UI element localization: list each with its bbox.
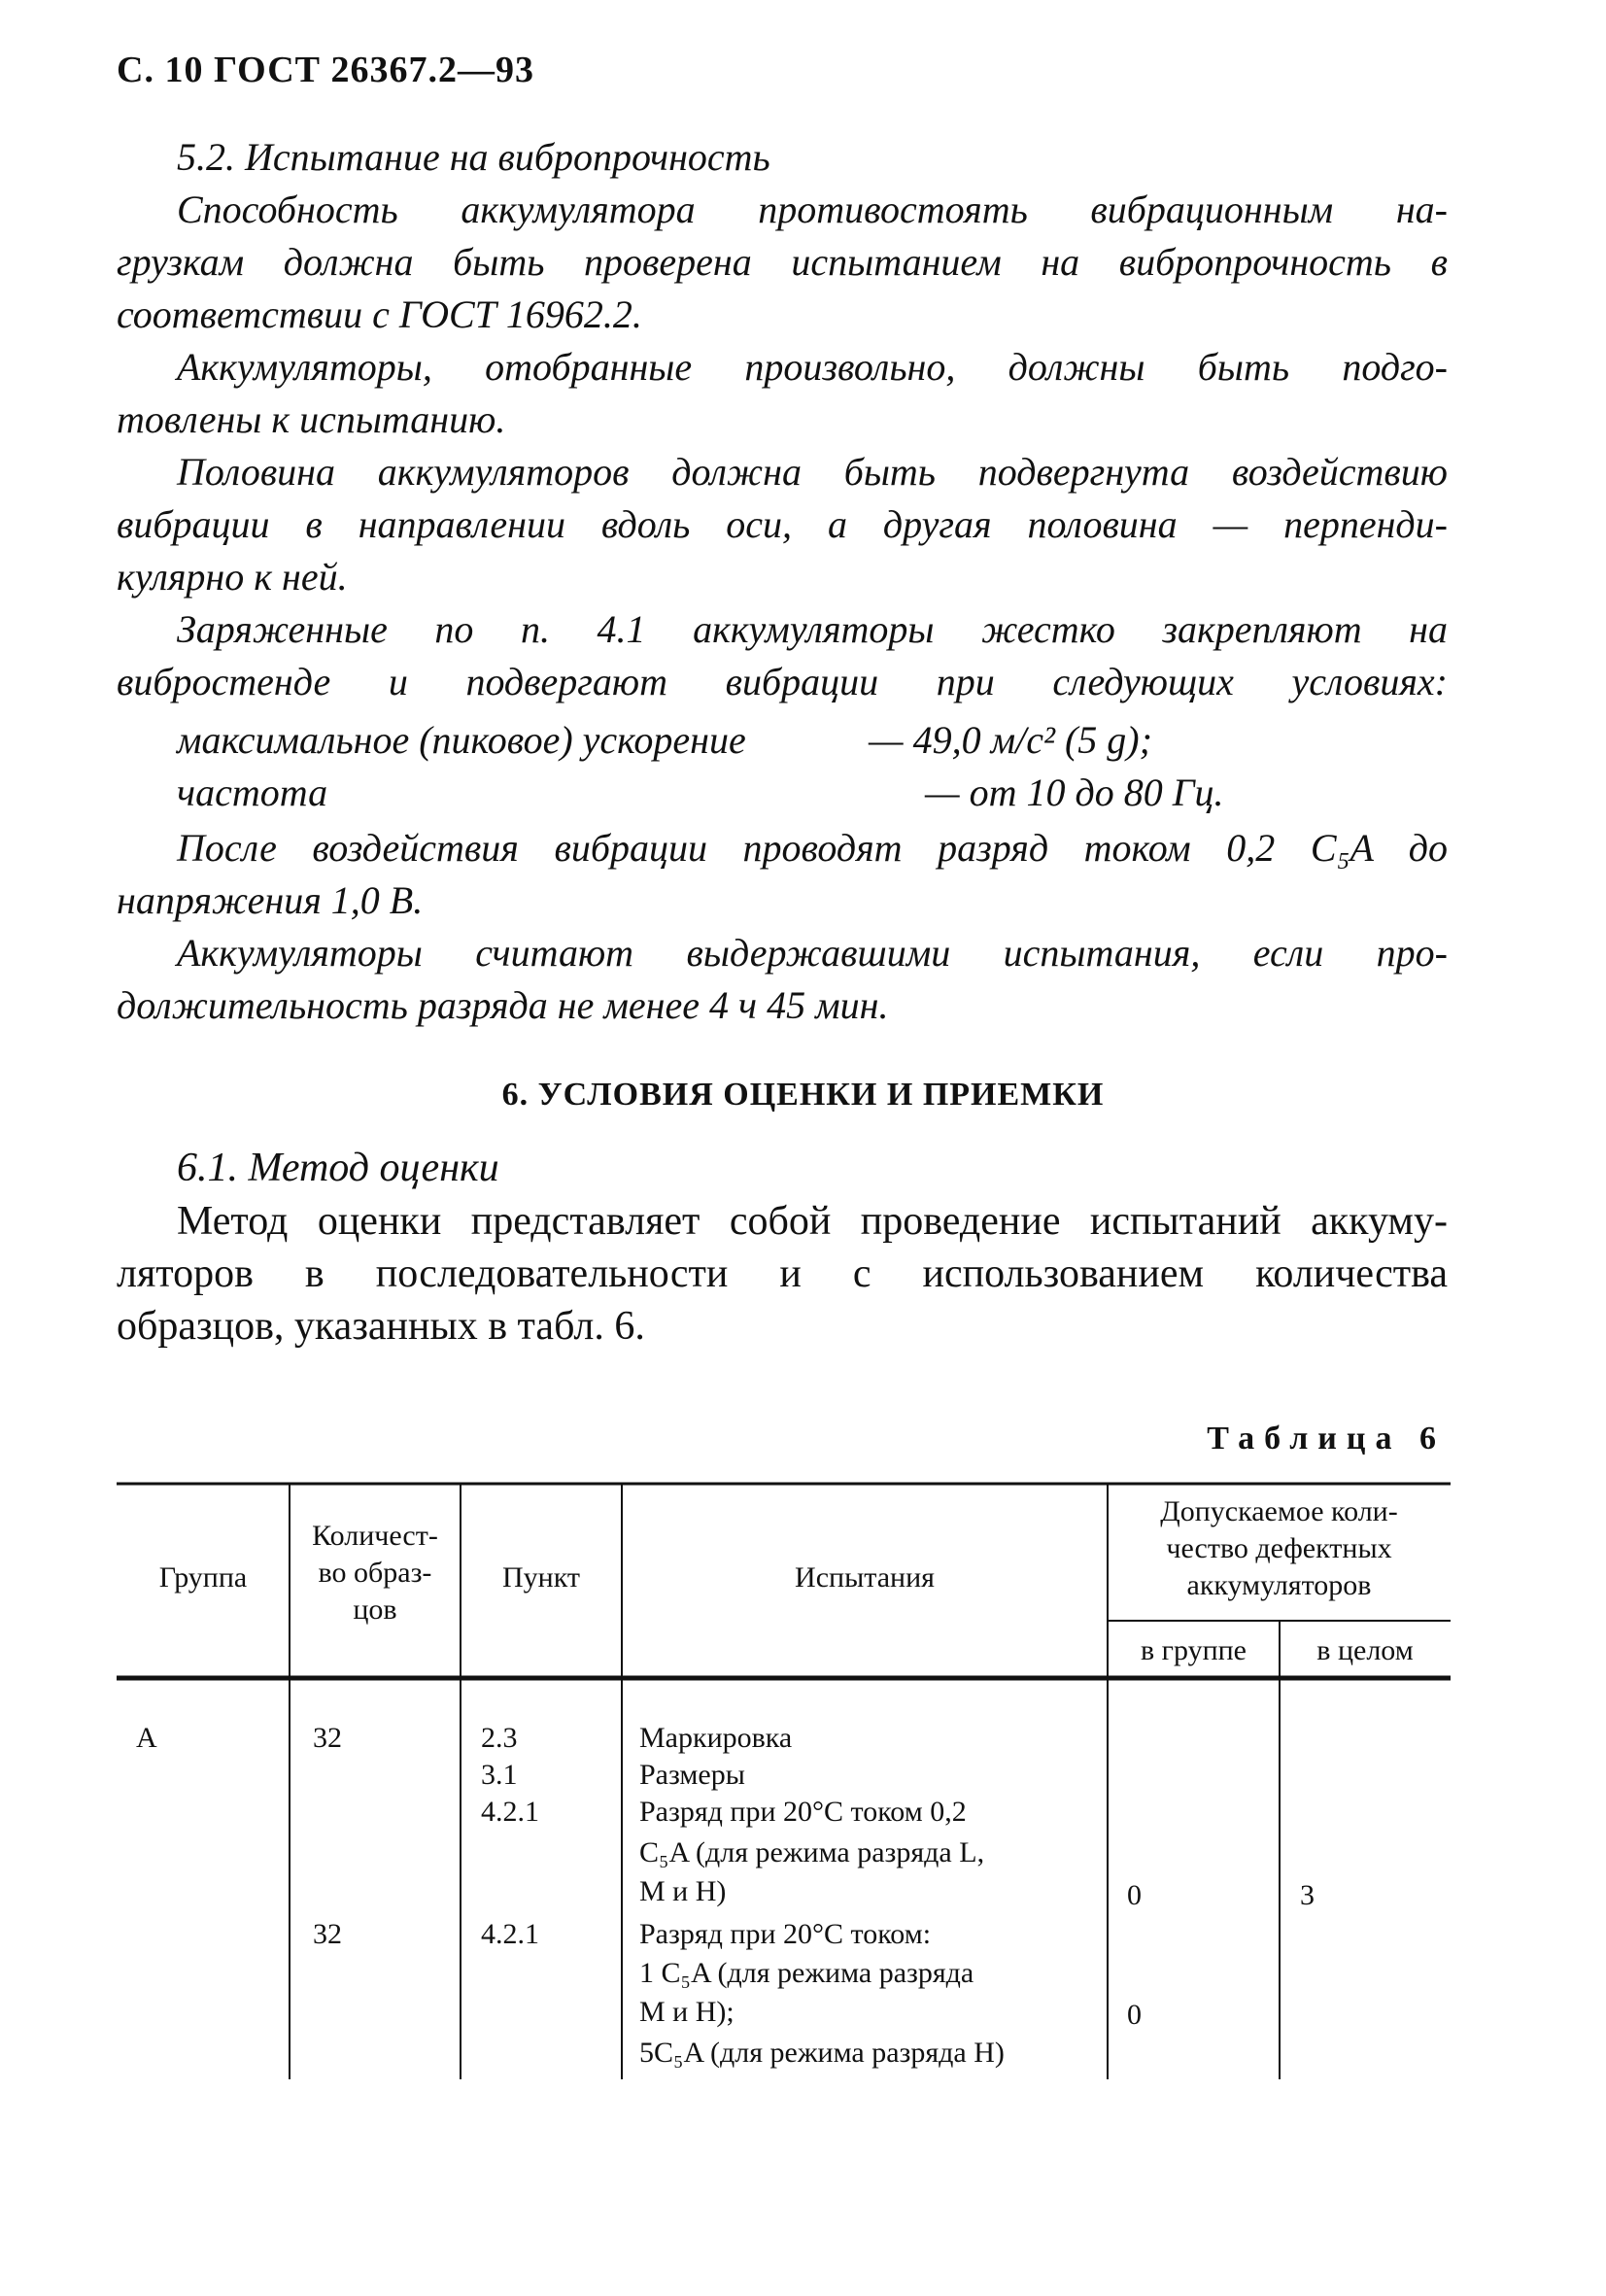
header-in-group: в группе (1141, 1634, 1247, 1666)
p5-line-1: После воздействия вибрации проводят разряд током 0,2 C₅A до (177, 826, 1448, 870)
p3-line-1: Половина аккумуляторов должна быть подвергнута воздействию (177, 450, 1448, 494)
cell-in-total: 3 (1300, 1879, 1315, 1911)
condition-frequency (177, 770, 1224, 815)
subsection-6-1-title: 6.1. Метод оценки (177, 1146, 499, 1190)
para-line-2: ляторов в последовательности и с использованием количества (117, 1251, 1448, 1296)
cell-in-group: 0 (1127, 1879, 1142, 1911)
p5-line-2: напряжения 1,0 В. (117, 878, 424, 922)
header-allowed-line: чество дефектных (1166, 1532, 1392, 1564)
cell-test-line: Маркировка (639, 1722, 793, 1754)
condition-value: — от 10 до 80 Гц. (925, 771, 1224, 814)
header-count-line: Количест- (312, 1520, 438, 1552)
section-5-2-title: 5.2. Испытание на вибропрочность (177, 135, 770, 179)
p2-line-2: товлены к испытанию. (117, 397, 506, 441)
section-5-2-tail (117, 822, 1448, 1032)
header-count-line: во образ- (318, 1557, 432, 1589)
header-clause: Пункт (501, 1561, 580, 1593)
p1-line-1: Способность аккумулятора противостоять вибрационным на- (177, 188, 1448, 231)
p3-line-2: вибрации в направлении вдоль оси, а другая половина — перпенди- (117, 502, 1448, 546)
header-in-total: в целом (1316, 1634, 1414, 1666)
cell-clause: 4.2.1 (481, 1796, 539, 1828)
para-line-1: Метод оценки представляет собой проведение испытаний аккуму- (177, 1199, 1448, 1244)
p4-line-1: Заряженные по п. 4.1 аккумуляторы жестко закрепляют на (177, 607, 1448, 651)
p6-line-1: Аккумуляторы считают выдержавшими испытания, если про- (177, 931, 1448, 975)
cell-test-line: C₅A (для режима разряда L, (639, 1836, 985, 1868)
p6-line-2: должительность разряда не менее 4 ч 45 мин. (117, 983, 889, 1027)
table-caption: Таблица 6 (1207, 1421, 1446, 1456)
cell-test-line: Разряд при 20°С током 0,2 (639, 1796, 967, 1828)
cell-count: 32 (313, 1918, 342, 1950)
header-tests: Испытания (795, 1561, 935, 1593)
condition-acceleration (177, 717, 1152, 763)
header-allowed (1108, 1493, 1451, 1604)
section-6-title: 6. УСЛОВИЯ ОЦЕНКИ И ПРИЕМКИ (501, 1077, 1105, 1113)
p2-line-1: Аккумуляторы, отобранные произвольно, должны быть подго- (177, 345, 1448, 389)
cell-test-line: М и Н); (639, 1996, 735, 2028)
section-6-1-paragraph (117, 1195, 1448, 1353)
cell-test-line: 5C₅A (для режима разряда Н) (639, 2037, 1005, 2069)
cell-clause: 2.3 (481, 1722, 518, 1754)
condition-label: максимальное (пиковое) ускорение (177, 718, 746, 762)
cell-test-line: 1 C₅A (для режима разряда (639, 1957, 974, 1989)
cell-test-line: Размеры (639, 1759, 745, 1791)
cell-test-line: Разряд при 20°С током: (639, 1918, 932, 1950)
para-line-3: образцов, указанных в табл. 6. (117, 1304, 645, 1349)
cell-count: 32 (313, 1722, 342, 1754)
cell-clause: 4.2.1 (481, 1918, 539, 1950)
header-allowed-line: аккумуляторов (1186, 1569, 1372, 1601)
condition-value: — 49,0 м/с² (5 g); (869, 718, 1152, 762)
section-5-2 (117, 131, 1448, 708)
header-count (290, 1518, 461, 1628)
cell-in-group: 0 (1127, 1999, 1142, 2031)
condition-label: частота (177, 771, 328, 814)
p4-line-2: вибростенде и подвергают вибрации при следующих условиях: (117, 660, 1448, 703)
p1-line-3: соответствии с ГОСТ 16962.2. (117, 292, 642, 336)
header-count-line: цов (353, 1593, 397, 1626)
page-header: С. 10 ГОСТ 26367.2—93 (117, 50, 534, 90)
header-allowed-line: Допускаемое коли- (1160, 1495, 1398, 1527)
cell-group: А (136, 1722, 157, 1754)
p3-line-3: кулярно к ней. (117, 555, 348, 599)
p1-line-2: грузкам должна быть проверена испытанием на вибропрочность в (117, 240, 1448, 284)
cell-clause: 3.1 (481, 1759, 518, 1791)
header-group: Группа (158, 1561, 248, 1593)
cell-test-line: М и Н) (639, 1875, 727, 1907)
